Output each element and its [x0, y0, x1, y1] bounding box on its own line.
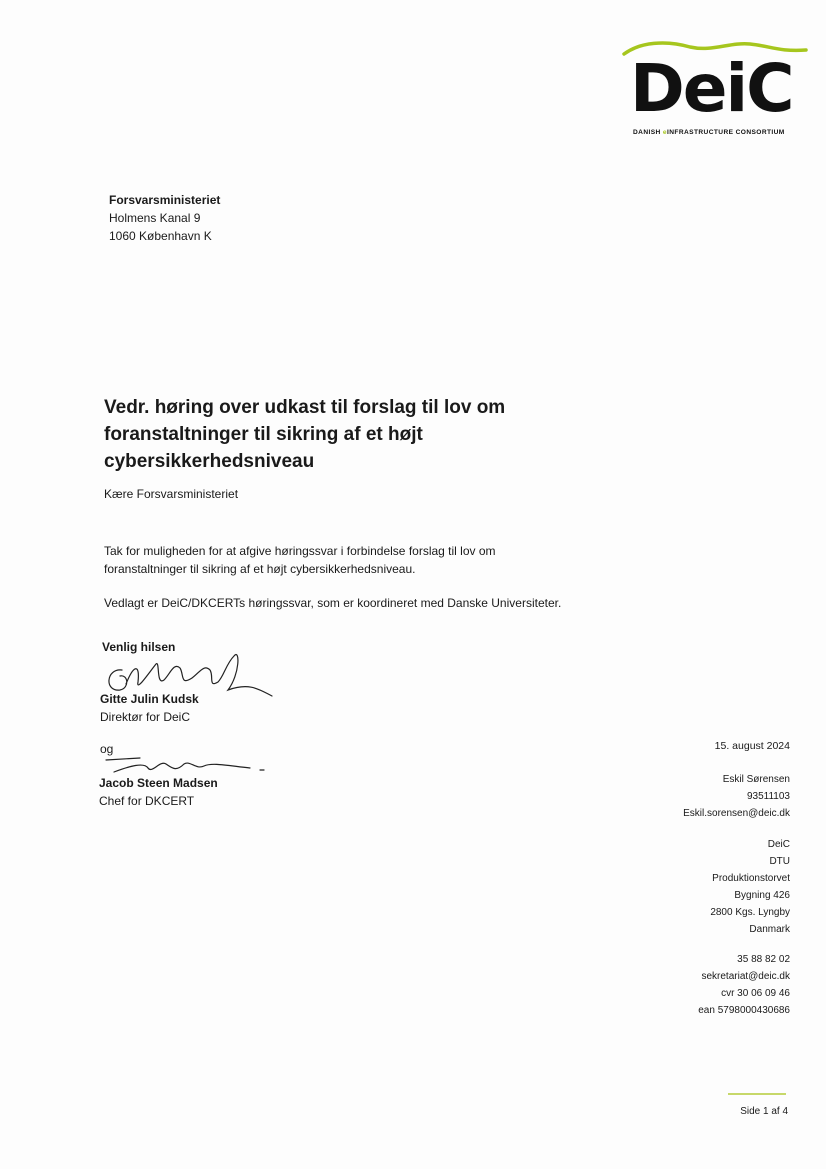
company-phone: 35 88 82 02 — [737, 954, 790, 965]
logo-tagline: DANISH eINFRASTRUCTURE CONSORTIUM — [633, 129, 785, 136]
signer1-name: Gitte Julin Kudsk — [100, 692, 199, 706]
letter-subject: Vedr. høring over udkast til forslag til lov om foranstaltninger til sikring af et højt cybersikkerhedsniveau — [104, 397, 506, 472]
address-country: Danmark — [749, 924, 790, 935]
address-city: 2800 Kgs. Lyngby — [710, 907, 790, 918]
conjunction: og — [100, 742, 114, 756]
closing: Venlig hilsen — [102, 640, 176, 654]
contact-email: Eskil.sorensen@deic.dk — [683, 808, 790, 819]
address-institution: DTU — [769, 856, 790, 867]
recipient-name: Forsvarsministeriet — [109, 193, 221, 207]
company-email: sekretariat@deic.dk — [701, 971, 790, 982]
recipient-address — [109, 191, 220, 245]
letter-date: 15. august 2024 — [714, 740, 790, 752]
company-cvr: cvr 30 06 09 46 — [721, 988, 790, 999]
signer2-title: Chef for DKCERT — [99, 794, 195, 808]
logo-wordmark: DeiC — [630, 50, 793, 127]
contact-block — [683, 771, 790, 822]
contact-name: Eskil Sørensen — [722, 774, 790, 785]
body-paragraph-1: Tak for muligheden for at afgive høringssvar i forbindelse forslag til lov om foranstaltninger til sikring af et højt cybersikkerhedsniveau. — [104, 544, 496, 576]
footer-divider — [728, 1093, 786, 1095]
contact-phone: 93511103 — [746, 791, 790, 802]
signer1-title: Direktør for DeiC — [100, 710, 191, 724]
recipient-street: Holmens Kanal 9 — [109, 211, 201, 225]
address-building: Bygning 426 — [734, 890, 790, 901]
company-ean: ean 5798000430686 — [698, 1005, 790, 1016]
signer2-name: Jacob Steen Madsen — [99, 776, 218, 790]
signature-jacob-madsen — [100, 752, 270, 778]
address-org: DeiC — [767, 839, 790, 850]
body-paragraph-2: Vedlagt er DeiC/DKCERTs høringssvar, som er koordineret med Danske Universiteter. — [104, 596, 562, 610]
greeting: Kære Forsvarsministeriet — [104, 487, 239, 501]
company-block — [698, 951, 790, 1019]
recipient-city: 1060 København K — [109, 229, 212, 243]
address-street: Produktionstorvet — [712, 873, 790, 884]
address-block — [710, 836, 790, 938]
page-number: Side 1 af 4 — [740, 1106, 788, 1117]
deic-logo — [620, 38, 810, 148]
